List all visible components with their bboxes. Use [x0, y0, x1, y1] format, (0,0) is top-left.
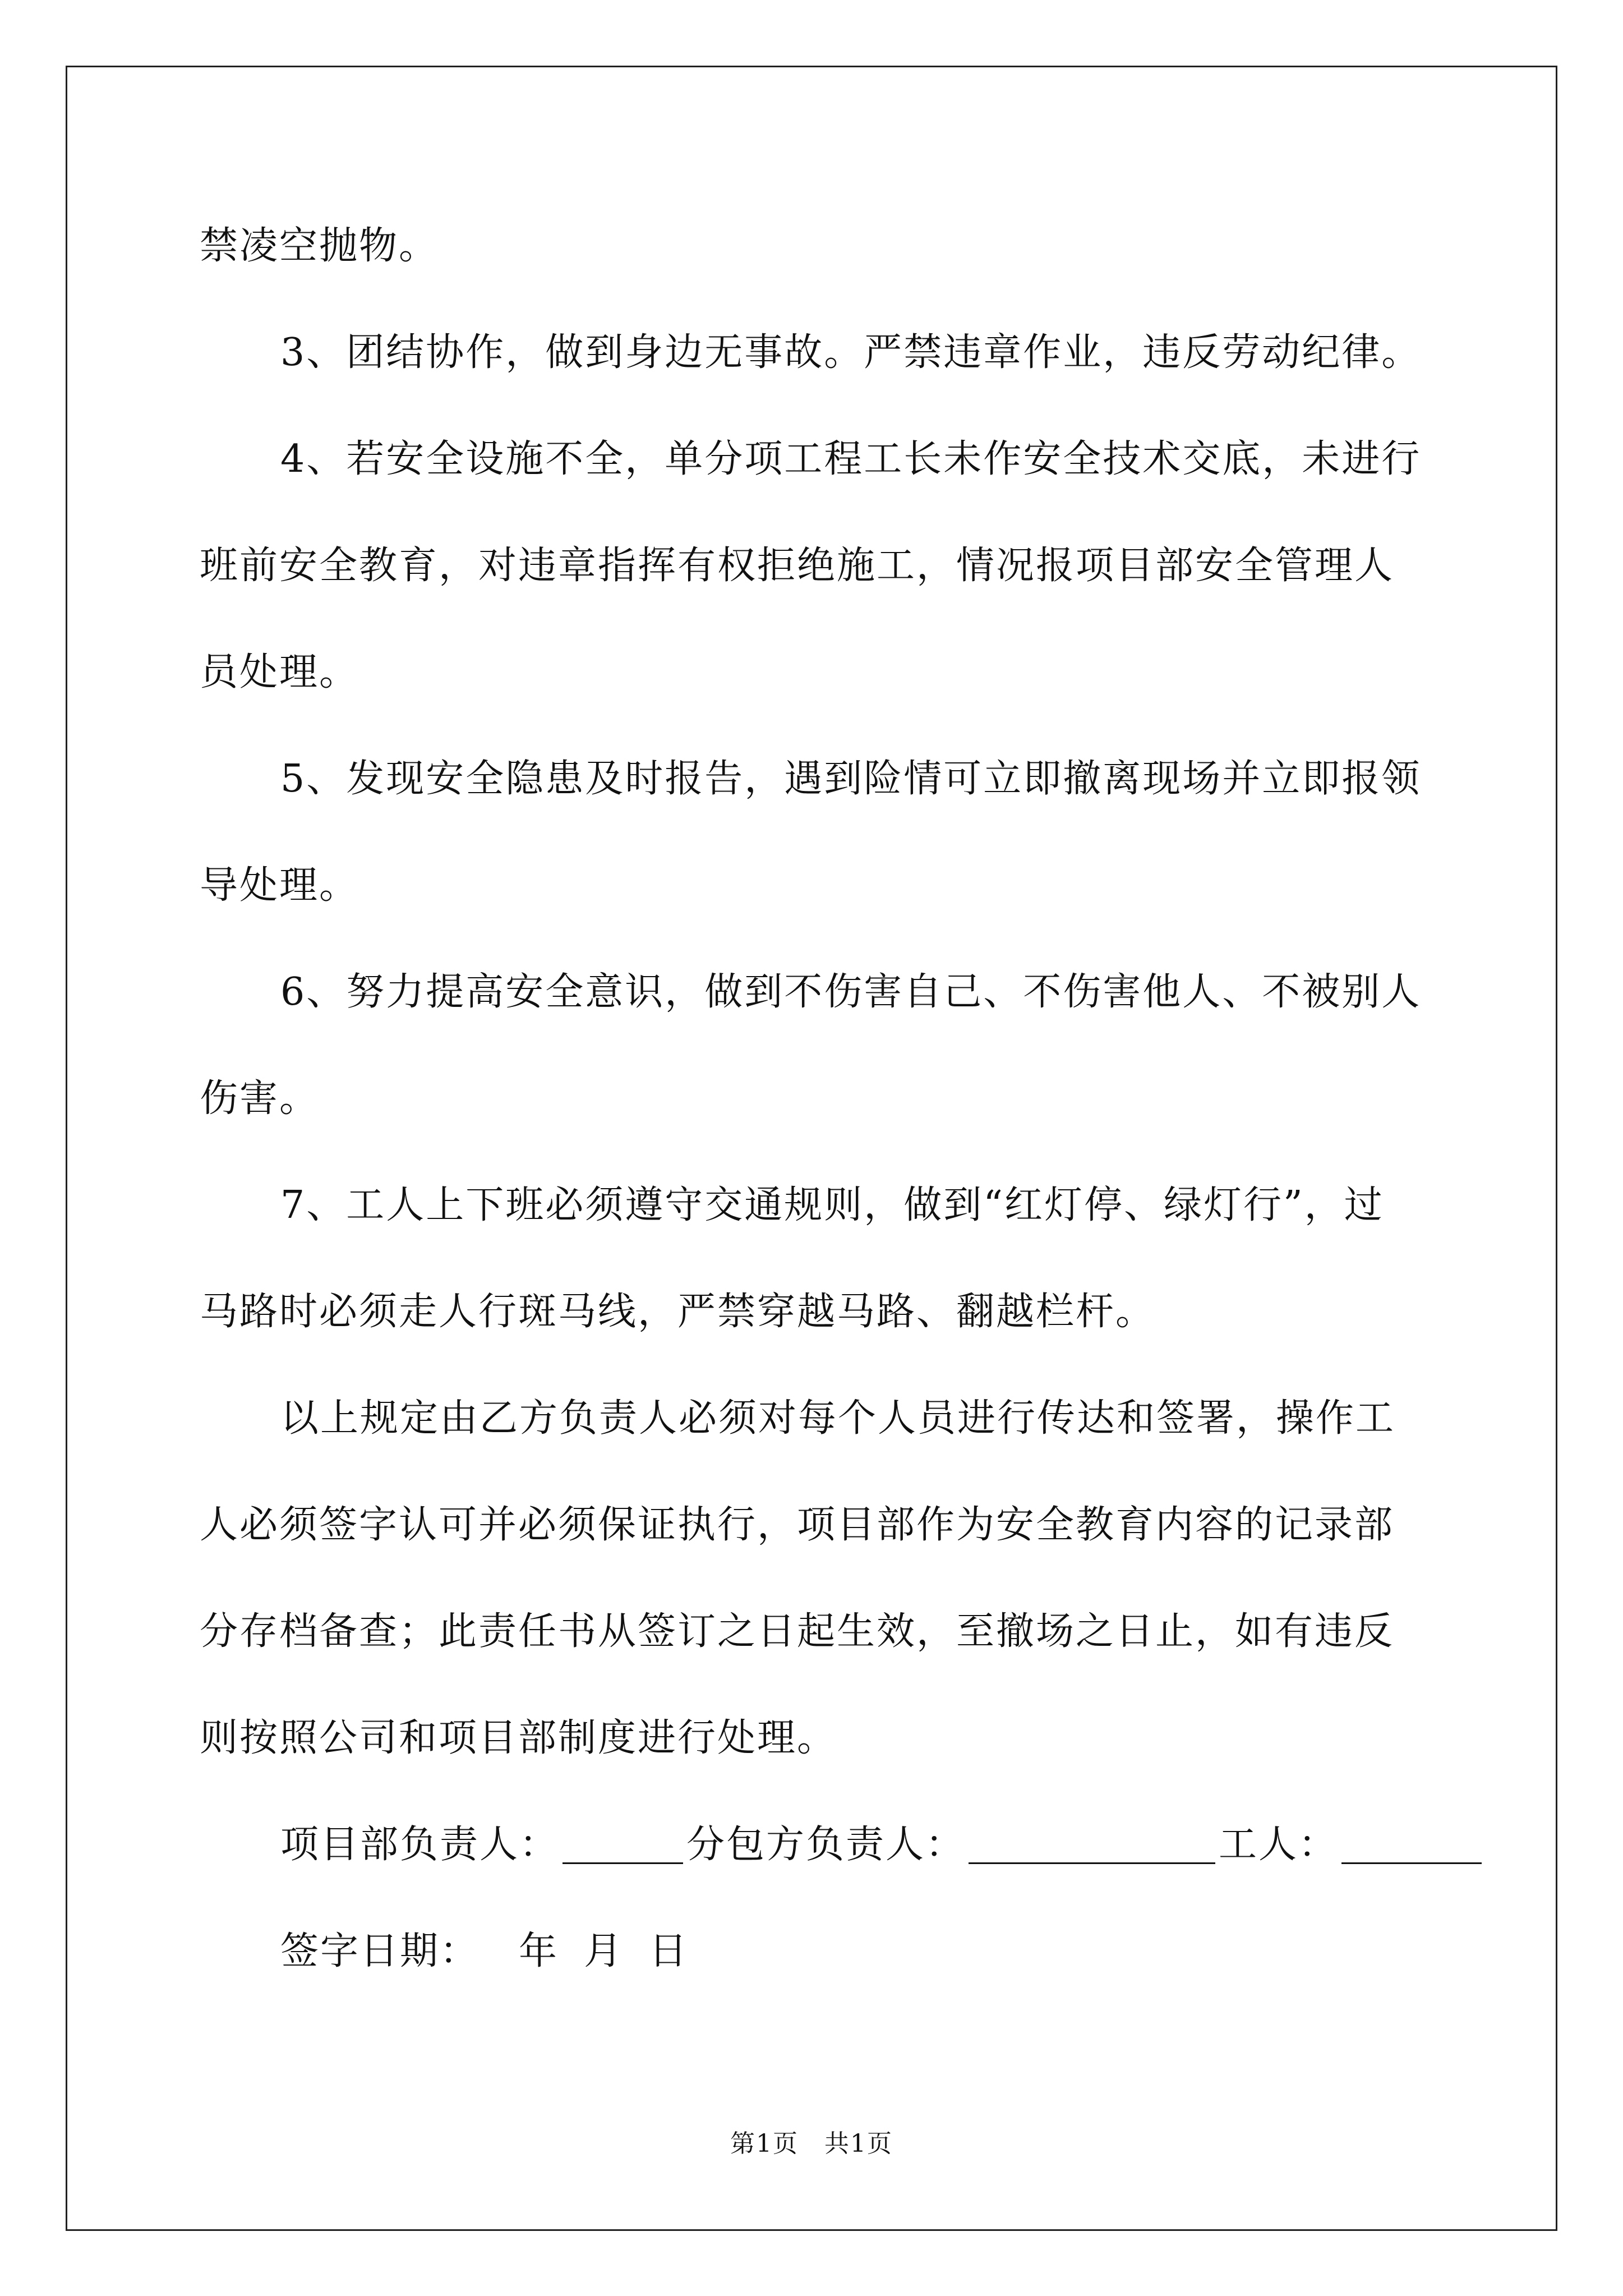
text-line-1: 禁凌空抛物。	[200, 224, 439, 268]
text-line-5: 员处理。	[200, 650, 359, 694]
text-line-7: 导处理。	[200, 863, 359, 908]
text-line-15: 则按照公司和项目部制度进行处理。	[200, 1716, 837, 1760]
page-border	[66, 66, 1557, 2231]
worker-label: 工人：	[1219, 1823, 1339, 1867]
subcontractor-signature-field[interactable]	[969, 1830, 1215, 1864]
project-manager-label: 项目部负责人：	[280, 1823, 560, 1867]
text-line-14: 分存档备查；此责任书从签订之日起生效，至撤场之日止，如有违反	[200, 1609, 1395, 1654]
worker-signature-field[interactable]	[1341, 1830, 1482, 1864]
date-day: 日	[649, 1929, 689, 1973]
text-line-9: 伤害。	[200, 1076, 320, 1121]
text-line-3: 4、若安全设施不全，单分项工程工长未作安全技术交底，未进行	[280, 437, 1422, 481]
text-line-2: 3、团结协作，做到身边无事故。严禁违章作业，违反劳动纪律。	[280, 330, 1422, 375]
page-number-footer: 第1页 共1页	[730, 2129, 893, 2158]
text-line-12: 以上规定由乙方负责人必须对每个人员进行传达和签署，操作工	[280, 1396, 1396, 1441]
date-year: 年	[519, 1929, 559, 1973]
text-line-11: 马路时必须走人行斑马线，严禁穿越马路、翻越栏杆。	[200, 1290, 1156, 1334]
project-manager-signature-field[interactable]	[562, 1830, 683, 1864]
date-label: 签字日期：	[280, 1929, 480, 1973]
text-line-6: 5、发现安全隐患及时报告，遇到险情可立即撤离现场并立即报领	[280, 757, 1422, 801]
date-row	[280, 1929, 689, 1973]
text-line-10: 7、工人上下班必须遵守交通规则，做到“红灯停、绿灯行”，过	[280, 1183, 1384, 1227]
text-line-4: 班前安全教育，对违章指挥有权拒绝施工，情况报项目部安全管理人	[200, 544, 1395, 588]
text-line-13: 人必须签字认可并必须保证执行，项目部作为安全教育内容的记录部	[200, 1503, 1395, 1547]
text-line-8: 6、努力提高安全意识，做到不伤害自己、不伤害他人、不被别人	[280, 970, 1422, 1014]
date-month: 月	[584, 1929, 624, 1973]
signature-row	[280, 1823, 1485, 1867]
subcontractor-label: 分包方负责人：	[686, 1823, 966, 1867]
